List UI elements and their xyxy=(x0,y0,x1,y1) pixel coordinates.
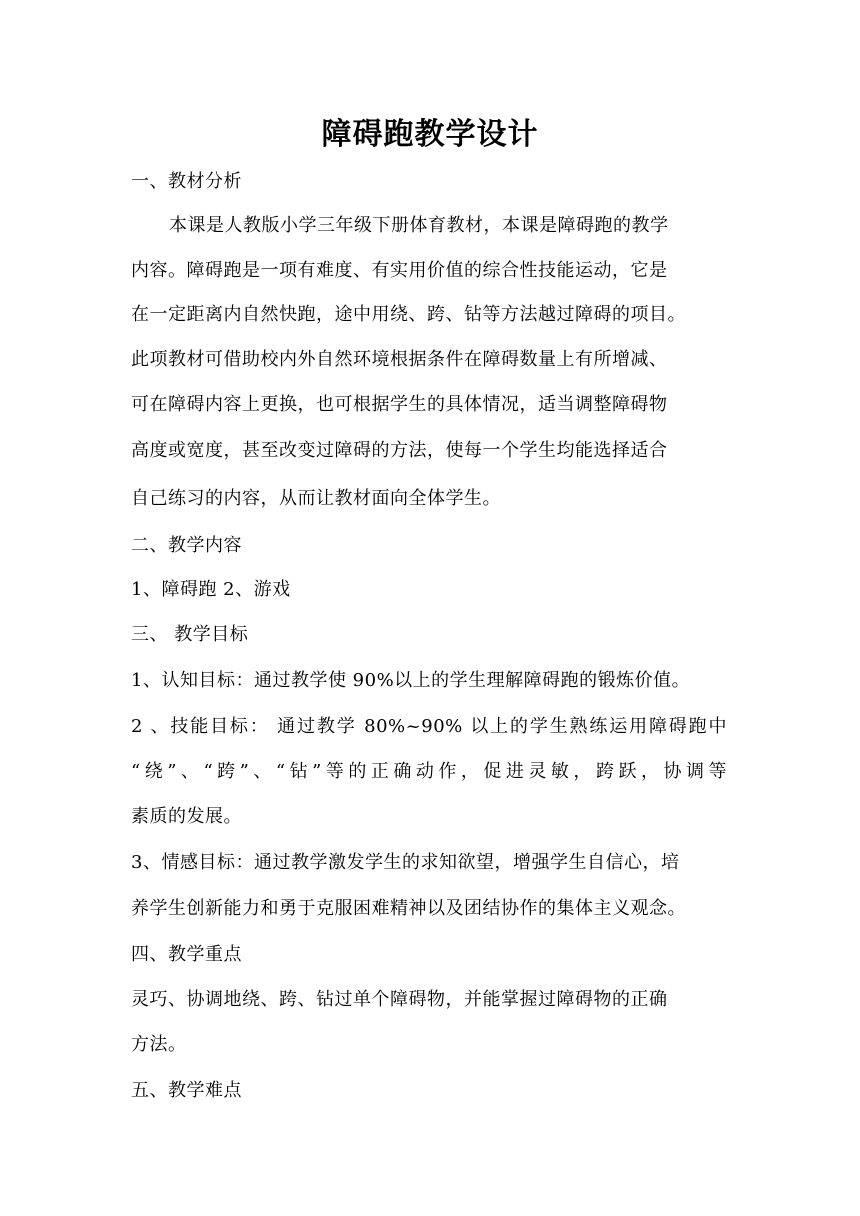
analysis-paragraph-line: 内容。障碍跑是一项有难度、有实用价值的综合性技能运动，它是 xyxy=(131,260,668,281)
section-heading-content: 二、教学内容 xyxy=(131,535,242,556)
affective-goal-line: 3、情感目标：通过教学激发学生的求知欲望，增强学生自信心，培 xyxy=(131,852,680,873)
analysis-paragraph-line: 本课是人教版小学三年级下册体育教材，本课是障碍跑的教学 xyxy=(169,215,669,236)
section-heading-analysis: 一、教材分析 xyxy=(131,171,242,192)
skill-goal-line: 2 、技能目标： 通过教学 80%~90% 以上的学生熟练运用障碍跑中 xyxy=(131,716,727,737)
analysis-paragraph-line: 在一定距离内自然快跑，途中用绕、跨、钻等方法越过障碍的项目。 xyxy=(131,304,686,325)
cognitive-goal-text: 1、认知目标：通过教学使 90%以上的学生理解障碍跑的锻炼价值。 xyxy=(131,670,691,691)
section-heading-key-points: 四、教学重点 xyxy=(131,944,242,965)
analysis-paragraph-line: 高度或宽度，甚至改变过障碍的方法，使每一个学生均能选择适合 xyxy=(131,440,668,461)
analysis-paragraph-line: 此项教材可借助校内外自然环境根据条件在障碍数量上有所增减、 xyxy=(131,349,668,370)
teaching-content-text: 1、障碍跑 2、游戏 xyxy=(131,579,291,600)
analysis-paragraph-line: 自己练习的内容，从而让教材面向全体学生。 xyxy=(131,488,501,509)
key-points-line: 方法。 xyxy=(131,1034,187,1055)
analysis-paragraph-line: 可在障碍内容上更换，也可根据学生的具体情况，适当调整障碍物 xyxy=(131,394,668,415)
key-points-line: 灵巧、协调地绕、跨、钻过单个障碍物，并能掌握过障碍物的正确 xyxy=(131,989,668,1010)
skill-goal-line: 素质的发展。 xyxy=(131,806,242,827)
skill-goal-line: “绕”、“跨”、“钻”等的正确动作，促进灵敏，跨跃，协调等 xyxy=(131,761,727,782)
section-heading-difficulties: 五、教学难点 xyxy=(131,1080,242,1101)
affective-goal-line: 养学生创新能力和勇于克服困难精神以及团结协作的集体主义观念。 xyxy=(131,898,686,919)
section-heading-goals: 三、 教学目标 xyxy=(131,624,249,645)
document-title: 障碍跑教学设计 xyxy=(321,117,539,152)
